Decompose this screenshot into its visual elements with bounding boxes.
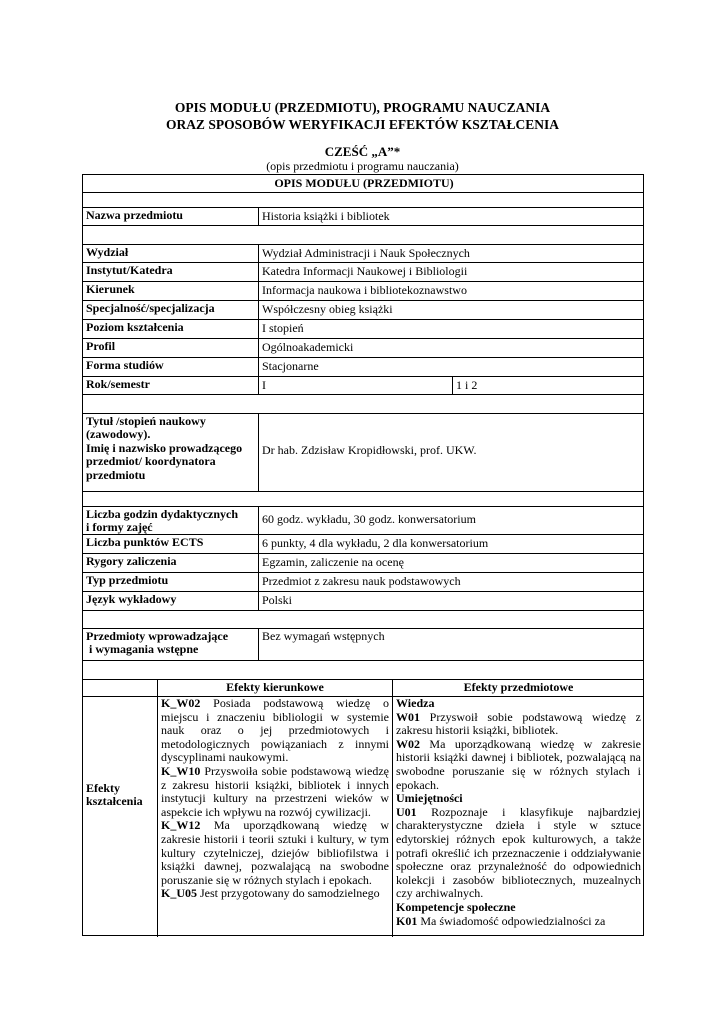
row-label [83, 630, 258, 657]
effect-item: Kompetencje społeczne [396, 899, 516, 914]
group-divider [83, 244, 643, 245]
effect-item [161, 697, 389, 765]
effect-item [161, 765, 389, 819]
effect-text: Posiada podstawową wiedzę o miejscu i znaczeniu bibliologii w systemie nauk oraz o jej przedmiotowych i metodologicznych powiązaniach z innymi dyscyplinami naukowymi. [161, 697, 389, 765]
effect-text: Rozpoznaje i klasyfikuje najbardziej charakterystyczne dzieła i style w sztuce edytorskiej różnych epok kulturowych, a także potrafi określić ich przeznaczenie i oddziaływanie społeczne oraz przynależność do odpowiednich kolekcji i zasobów bibliotecznych, muzealnych czy archiwalnych. [396, 804, 641, 901]
module-description-table [82, 174, 644, 936]
effect-item [396, 806, 641, 901]
row-divider [83, 376, 643, 377]
row-label-line: Przedmioty wprowadzające [86, 629, 229, 643]
document-title-line-1: OPIS MODUŁU (PRZEDMIOTU), PROGRAMU NAUCZANIA [174, 100, 551, 115]
row-value: Stacjonarne [262, 359, 319, 373]
row-label-line: i formy zajęć [86, 520, 153, 535]
effect-item: Umiejętności [396, 791, 463, 806]
effects-label-line: Efekty [86, 781, 120, 795]
effects-label [83, 782, 157, 809]
program-effects-column [158, 697, 392, 937]
row-value: I [262, 378, 266, 392]
row-value: Polski [262, 593, 293, 607]
row-label-line: przedmiotu [86, 467, 146, 482]
table-heading: OPIS MODUŁU (PRZEDMIOTU) [274, 176, 454, 190]
row-value: Przedmiot z zakresu nauk podstawowych [262, 574, 461, 588]
effect-text: Przyswoiła sobie podstawową wiedzę z zakresu historii książki, bibliotek i innych instytucji kultury na przestrzeni wieków w aspekcie ich wpływu na rozwój cywilizacji. [161, 763, 389, 819]
row-label [83, 415, 258, 482]
effects-label-line: kształcenia [86, 794, 143, 809]
row-value: 60 godz. wykładu, 30 godz. konwersatorium [262, 512, 476, 526]
row-value: Wydział Administracji i Nauk Społecznych [262, 246, 470, 260]
row-label-line: Liczba godzin dydaktycznych [86, 507, 239, 521]
effect-item: Wiedza [396, 697, 435, 710]
row-label: Nazwa przedmiotu [86, 208, 183, 222]
row-value: I stopień [262, 321, 304, 335]
group-divider [83, 610, 643, 611]
row-label-line: przedmiot/ koordynatora [86, 454, 216, 469]
effect-text: Ma uporządkowaną wiedzę w zakresie historii i teorii sztuki i kultury, w tym kultury czytelniczej, dziejów bibliofilstwa i książki dawnej, pozwalającą na swobodne poruszanie się w różnych stylach i epokach. [161, 818, 389, 887]
row-value: Współczesny obieg książki [262, 302, 393, 316]
group-divider [83, 225, 643, 226]
row-value: Ogólnoakademicki [262, 340, 354, 354]
course-effects-column [393, 697, 644, 937]
row-label-line: Tytuł /stopień naukowy [86, 414, 206, 428]
row-label: Instytut/Katedra [86, 263, 173, 277]
group-divider [83, 394, 643, 395]
row-label: Liczba punktów ECTS [86, 535, 204, 549]
row-label: Forma studiów [86, 358, 164, 372]
effect-code: K_W12 [161, 818, 201, 833]
effect-item [161, 887, 389, 901]
row-label: Rygory zaliczenia [86, 554, 177, 568]
row-label: Typ przedmiotu [86, 573, 169, 587]
row-value: Katedra Informacji Naukowej i Bibliologii [262, 264, 468, 278]
row-value-secondary: 1 i 2 [456, 378, 478, 392]
part-title: CZEŚĆ „A”* [324, 144, 401, 159]
row-label: Język wykładowy [86, 592, 177, 606]
row-label: Specjalność/specjalizacja [86, 301, 215, 315]
row-label: Poziom kształcenia [86, 320, 184, 334]
effect-code: K_W10 [161, 763, 201, 778]
row-label-line: (zawodowy). [86, 427, 151, 442]
row-label [83, 508, 258, 535]
effect-item [396, 711, 641, 738]
row-value: Egzamin, zaliczenie na ocenę [262, 555, 404, 569]
row-label: Kierunek [86, 282, 135, 296]
row-value: Bez wymagań wstępnych [262, 629, 385, 643]
effect-item [396, 738, 641, 792]
row-divider [83, 281, 643, 282]
document-title-line-2: ORAZ SPOSOBÓW WERYFIKACJI EFEKTÓW KSZTAŁCENIA [165, 117, 560, 132]
row-value: Dr hab. Zdzisław Kropidłowski, prof. UKW. [262, 443, 477, 457]
effect-item [161, 819, 389, 887]
row-value: Informacja naukowa i bibliotekoznawstwo [262, 283, 467, 297]
part-subtitle: (opis przedmiotu i programu nauczania) [266, 159, 459, 173]
effect-text: Przyswoił sobie podstawową wiedzę z zakresu historii książki, bibliotek. [396, 709, 641, 738]
row-divider [83, 357, 643, 358]
effects-col2-header: Efekty przedmiotowe [463, 680, 574, 694]
heading-divider [83, 192, 643, 193]
row-label: Profil [86, 339, 116, 353]
effect-code: W01 [396, 709, 420, 724]
row-value: 6 punkty, 4 dla wykładu, 2 dla konwersatorium [262, 536, 489, 550]
group-divider [83, 660, 643, 661]
effect-text: Ma świadomość odpowiedzialności za [417, 913, 606, 928]
effect-code: K01 [396, 913, 418, 928]
row-value: Historia książki i bibliotek [262, 209, 390, 223]
group-divider [83, 491, 643, 492]
row-divider [83, 338, 643, 339]
effect-text: Jest przygotowany do samodzielnego [197, 886, 380, 901]
effect-code: W02 [396, 736, 420, 751]
row-label: Wydział [86, 245, 129, 259]
effects-col1-header: Efekty kierunkowe [226, 680, 324, 694]
effect-item [396, 915, 641, 929]
effect-code: K_U05 [161, 886, 197, 901]
row-label-line: i wymagania wstępne [86, 642, 199, 657]
row-label: Rok/semestr [86, 377, 150, 391]
row-label-line: Imię i nazwisko prowadzącego [86, 440, 243, 455]
effect-text: Ma uporządkowaną wiedzę w zakresie historii książki dawnej i bibliotek, pozwalającą na swobodne poruszanie się w różnych stylach i epokach. [396, 736, 641, 792]
effect-code: U01 [396, 804, 417, 819]
effect-code: K_W02 [161, 697, 201, 710]
